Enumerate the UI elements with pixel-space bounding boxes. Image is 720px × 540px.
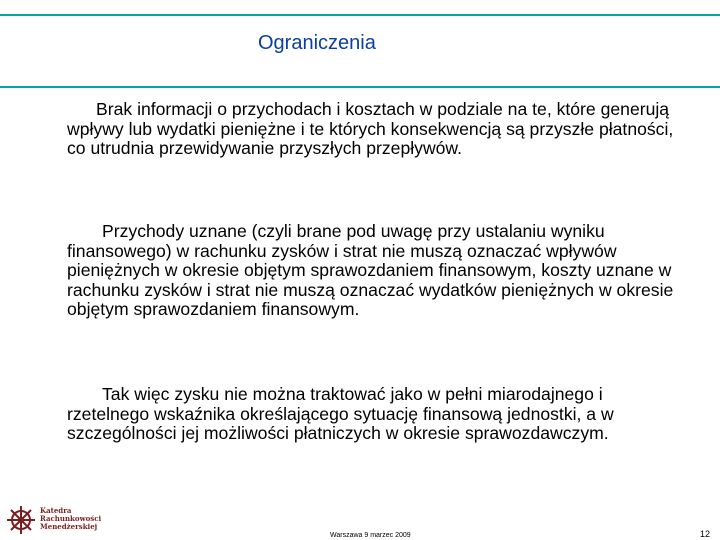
- paragraph-3: Tak więc zysku nie można traktować jako w pełni miarodajnego i rzetelnego wskaźnika określającego sytuację finansową jednostki, a w szczególności jej możliwości płatniczych w okresie sprawozdawczym.: [67, 384, 614, 443]
- footer-date: Warszawa 9 marzec 2009: [330, 532, 411, 539]
- ship-wheel-icon: [6, 505, 36, 535]
- logo-text: [40, 507, 108, 531]
- title-divider: [0, 86, 720, 88]
- paragraph-1: Brak informacji o przychodach i kosztach w podziale na te, które generują wpływy lub wydatki pieniężne i te których konsekwencją są przyszłe płatności, co utrudnia przewidywanie przyszłych przepływów.: [67, 99, 674, 158]
- department-logo: [6, 505, 106, 537]
- page-number: 12: [700, 529, 711, 539]
- top-divider: [0, 14, 720, 16]
- logo-line: Katedra: [40, 507, 72, 515]
- logo-line: Rachunkowości: [40, 515, 102, 523]
- logo-line: Menedżerskiej: [40, 523, 98, 531]
- paragraph-2: Przychody uznane (czyli brane pod uwagę przy ustalaniu wyniku finansowego) w rachunku zysków i strat nie muszą oznaczać wpływów pieniężnych w okresie objętym sprawozdaniem finansowym, koszty uznane w rachunku zysków i strat nie muszą oznaczać wydatków pieniężnych w okresie objętym sprawozdaniem finansowym.: [67, 221, 674, 319]
- slide-title: Ograniczenia: [258, 32, 376, 54]
